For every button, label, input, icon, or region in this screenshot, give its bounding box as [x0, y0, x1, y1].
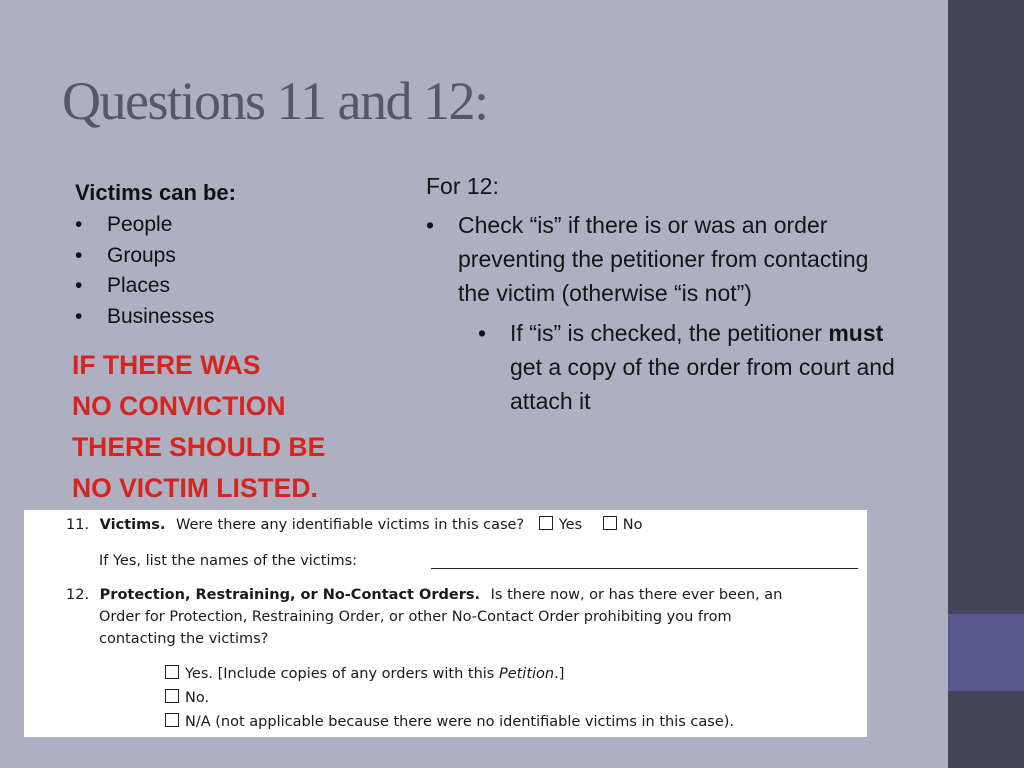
- list-item-label: Places: [107, 274, 171, 297]
- checkbox-q12-no[interactable]: [165, 689, 179, 703]
- warning-line: THERE SHOULD BE: [72, 432, 326, 462]
- form-q11-label: Victims.: [99, 517, 166, 533]
- subbullet-text-suffix: get a copy of the order from court and attach it: [510, 354, 895, 414]
- slide-title: Questions 11 and 12:: [62, 71, 488, 131]
- list-item: [75, 271, 236, 302]
- form-option-yes: [165, 665, 564, 682]
- bullet-icon: •: [426, 212, 435, 238]
- form-option-na-label: N/A (not applicable because there were no identifiable victims in this case).: [185, 714, 735, 730]
- for-12-heading: For 12:: [426, 173, 499, 199]
- form-q11-no-label: No: [622, 517, 643, 533]
- question-12-notes: [426, 170, 896, 418]
- form-option-na: [165, 713, 734, 730]
- form-q12-text-3: contacting the victims?: [99, 631, 269, 647]
- victims-list: [75, 210, 236, 332]
- no-conviction-warning: [72, 345, 325, 509]
- petition-form-excerpt: [24, 510, 867, 737]
- form-q11-list-label: If Yes, list the names of the victims:: [99, 553, 358, 569]
- form-q12-text-1: Is there now, or has there ever been, an: [490, 587, 783, 603]
- victims-section: [75, 180, 236, 332]
- side-accent-block: [948, 614, 1024, 691]
- form-option-yes-italic: Petition: [498, 666, 555, 682]
- warning-line: IF THERE WAS: [72, 350, 261, 380]
- checkbox-q11-no[interactable]: [603, 516, 617, 530]
- form-q12-row-2: [99, 606, 732, 628]
- bullet-icon: •: [478, 320, 487, 346]
- list-item: [75, 210, 236, 241]
- check-is-bullet: [426, 208, 896, 310]
- form-q11-row: [66, 516, 643, 533]
- form-option-no-label: No.: [185, 690, 210, 706]
- form-q11-list-row: [99, 553, 357, 569]
- check-is-text: Check “is” if there is or was an order preventing the petitioner from contacting the victim (otherwise “is not”): [458, 212, 869, 306]
- form-q12-label: Protection, Restraining, or No-Contact Orders.: [99, 587, 481, 603]
- list-item-label: Groups: [107, 243, 176, 267]
- bullet-icon: •: [75, 304, 83, 328]
- form-option-yes-prefix: Yes. [Include copies of any orders with this: [185, 666, 499, 682]
- must-attach-subbullet: [478, 316, 905, 418]
- form-q12-number: 12.: [66, 587, 90, 603]
- form-q12-text-2: Order for Protection, Restraining Order, or other No-Contact Order prohibiting you from: [99, 609, 732, 625]
- checkbox-q12-yes[interactable]: [165, 665, 179, 679]
- victims-heading: Victims can be:: [75, 180, 236, 205]
- form-option-yes-suffix: .]: [554, 666, 565, 682]
- bullet-icon: •: [75, 213, 83, 236]
- form-q12-row: [66, 584, 782, 606]
- checkbox-q11-yes[interactable]: [539, 516, 553, 530]
- form-option-no: [165, 689, 209, 706]
- form-q12-row-3: [99, 628, 268, 650]
- warning-line: NO VICTIM LISTED.: [72, 473, 318, 503]
- subbullet-emphasis: must: [828, 320, 884, 346]
- subbullet-text-prefix: If “is” is checked, the petitioner: [510, 320, 829, 346]
- form-q11-yes-label: Yes: [558, 517, 583, 533]
- list-item-label: People: [107, 213, 173, 236]
- victims-names-blank[interactable]: [431, 568, 858, 569]
- checkbox-q12-na[interactable]: [165, 713, 179, 727]
- list-item: [75, 241, 236, 272]
- form-q11-text: Were there any identifiable victims in this case?: [175, 517, 525, 533]
- bullet-icon: •: [75, 274, 83, 297]
- list-item: [75, 302, 236, 333]
- list-item-label: Businesses: [107, 304, 215, 328]
- bullet-icon: •: [75, 243, 83, 267]
- warning-line: NO CONVICTION: [72, 391, 286, 421]
- form-q11-number: 11.: [66, 517, 90, 533]
